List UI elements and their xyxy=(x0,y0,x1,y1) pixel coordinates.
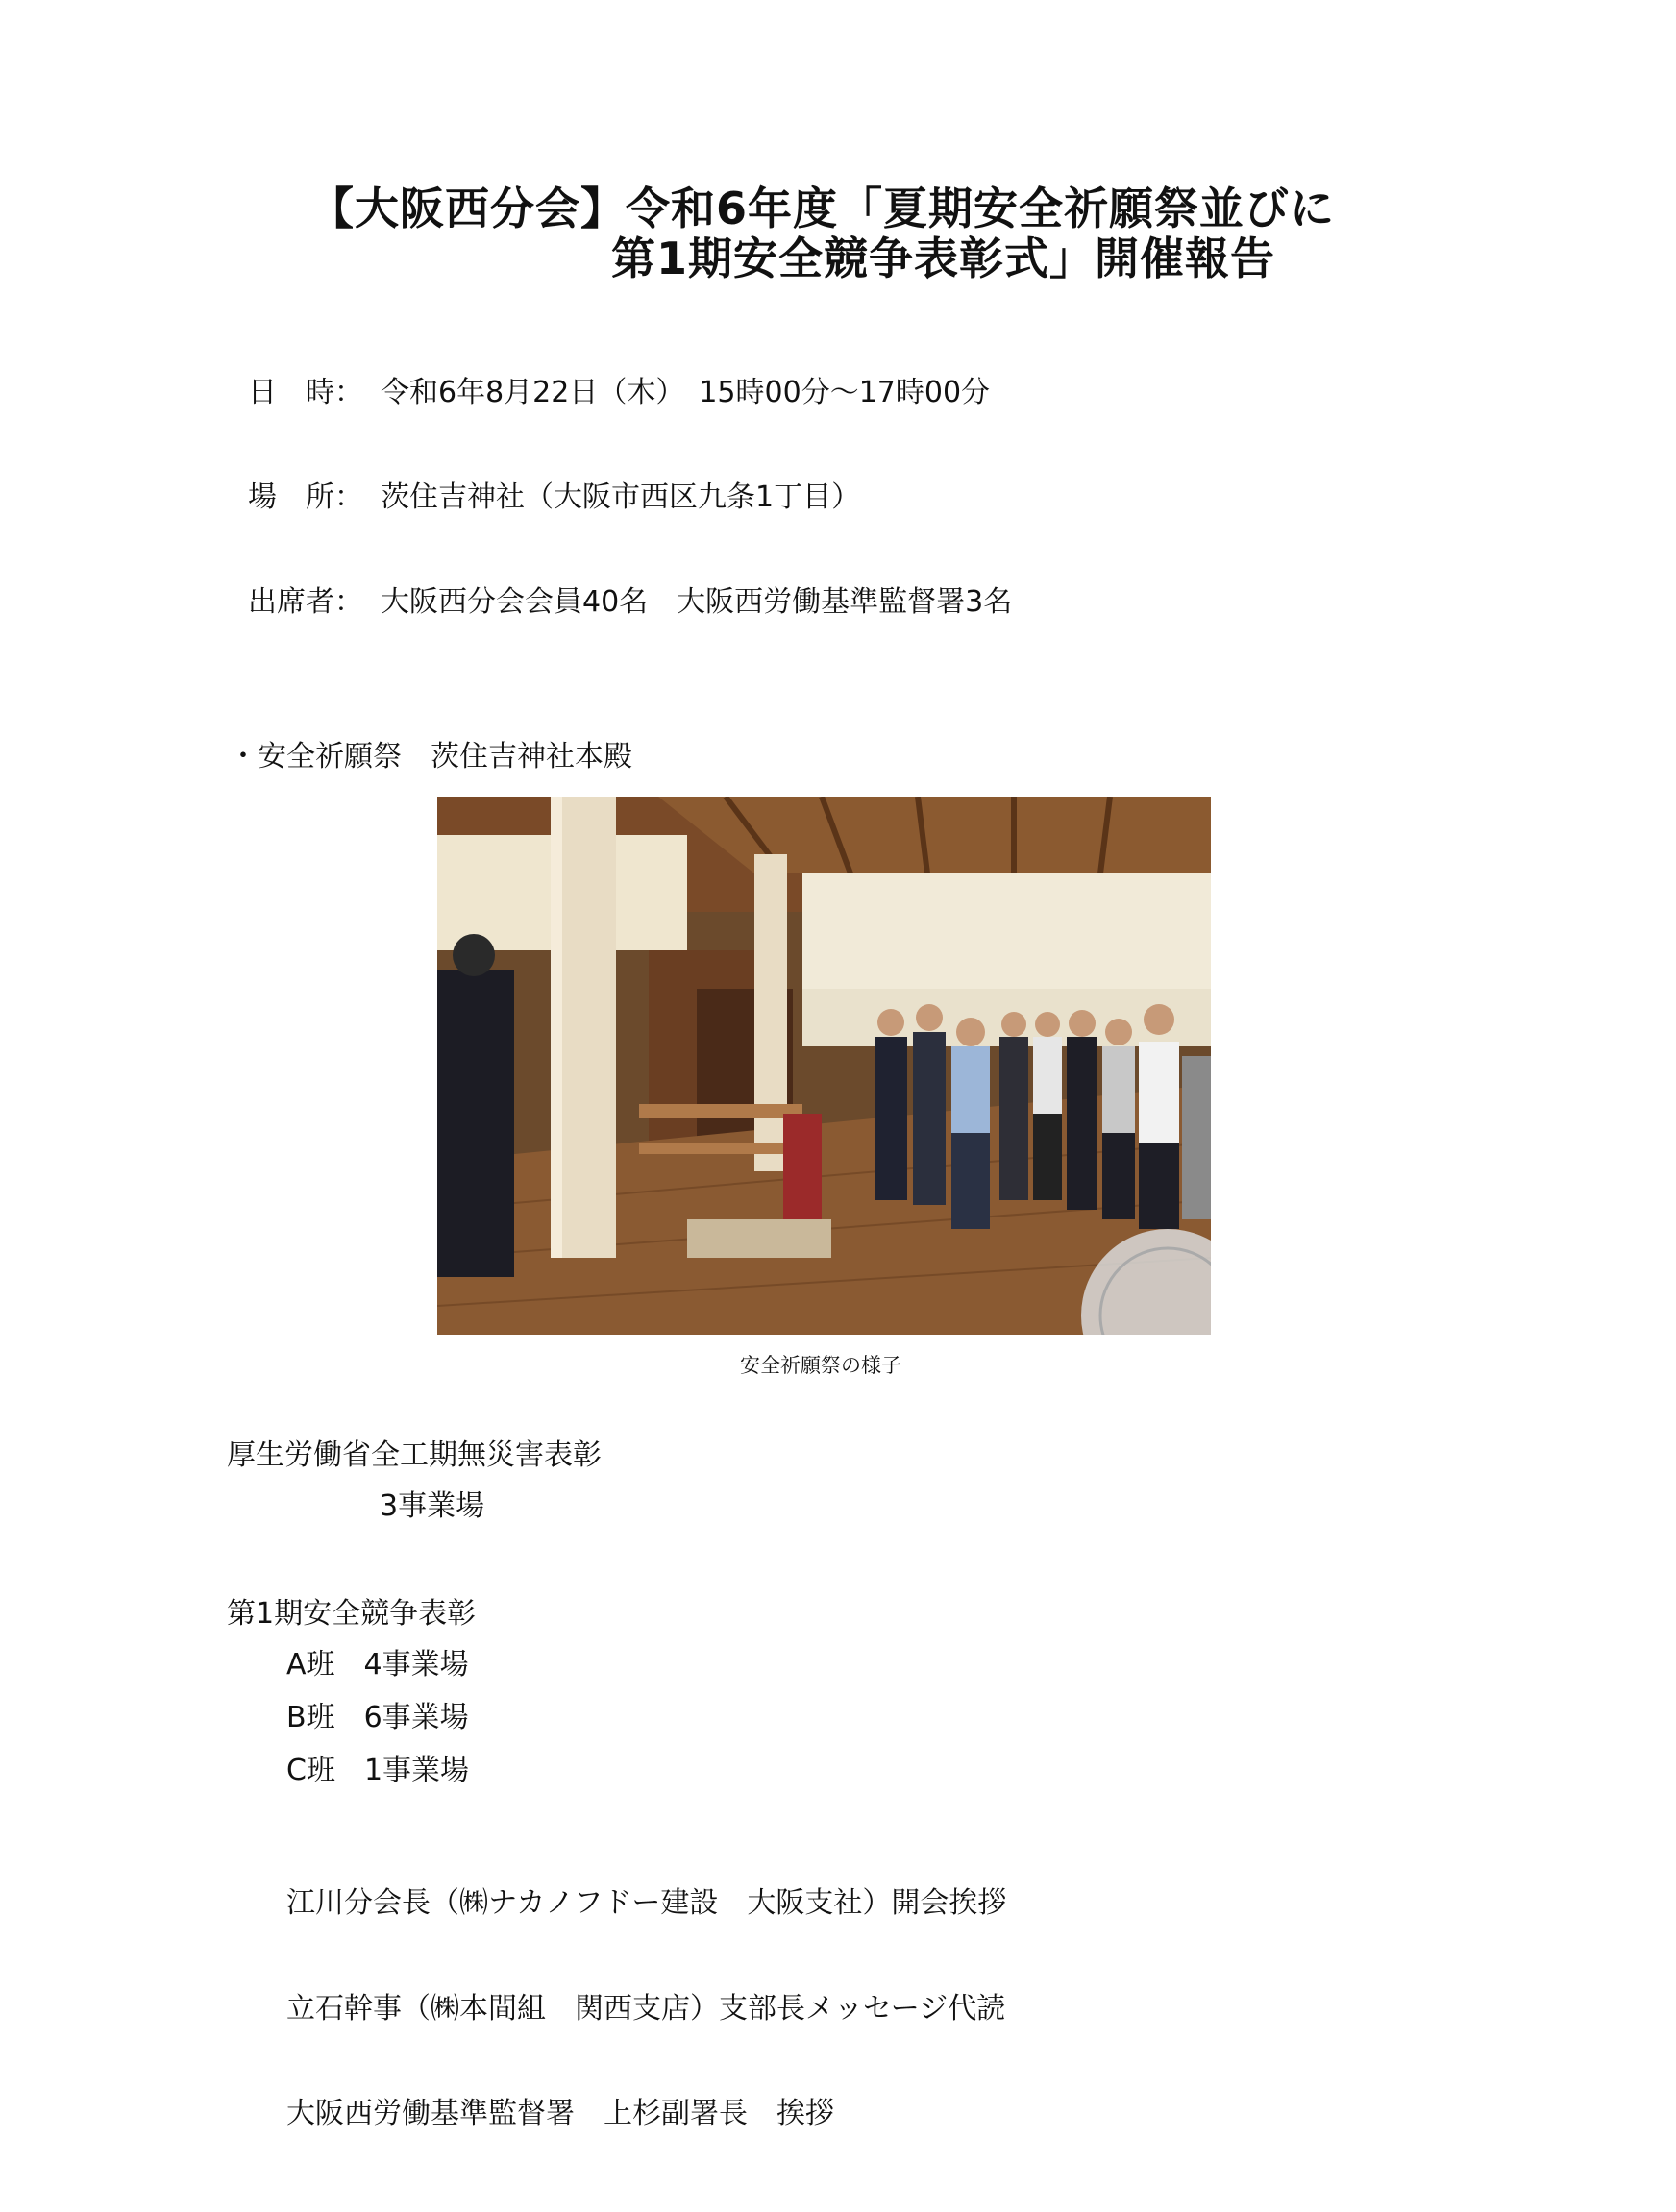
photo-caption: 安全祈願祭の様子 xyxy=(740,1354,901,1377)
speech-item: 立石幹事（㈱本間組 関西支店）支部長メッセージ代読 xyxy=(286,1992,1006,2026)
attendees-label: 出席者： xyxy=(248,585,363,619)
award2-item-c: C班 1事業場 xyxy=(286,1754,470,1787)
page-title-line-1: 【大阪西分会】令和6年度「夏期安全祈願祭並びに xyxy=(309,183,1336,234)
place-label: 場 所： xyxy=(248,480,363,514)
speech-item: 江川分会長（㈱ナカノフドー建設 大阪支社）開会挨拶 xyxy=(286,1886,1007,1920)
award2-title: 第1期安全競争表彰 xyxy=(227,1597,477,1631)
date-value: 令和6年8月22日（木） 15時00分～17時00分 xyxy=(381,376,991,409)
attendees-value: 大阪西分会会員40名 大阪西労働基準監督署3名 xyxy=(381,585,1013,619)
date-label: 日 時： xyxy=(248,376,363,409)
ceremony-photo xyxy=(437,797,1211,1335)
ceremony-photo-illustration xyxy=(437,797,1211,1335)
place-value: 茨住吉神社（大阪市西区九条1丁目） xyxy=(381,480,861,514)
award2-item-a: A班 4事業場 xyxy=(286,1648,469,1682)
award1-count: 3事業場 xyxy=(380,1489,485,1523)
section-heading: ・安全祈願祭 茨住吉神社本殿 xyxy=(229,740,632,774)
award2-item-b: B班 6事業場 xyxy=(286,1701,469,1734)
page-title-line-2: 第1期安全競争表彰式」開催報告 xyxy=(611,233,1276,284)
award1-title: 厚生労働省全工期無災害表彰 xyxy=(227,1438,602,1472)
speech-item: 大阪西労働基準監督署 上杉副署長 挨拶 xyxy=(286,2097,834,2130)
